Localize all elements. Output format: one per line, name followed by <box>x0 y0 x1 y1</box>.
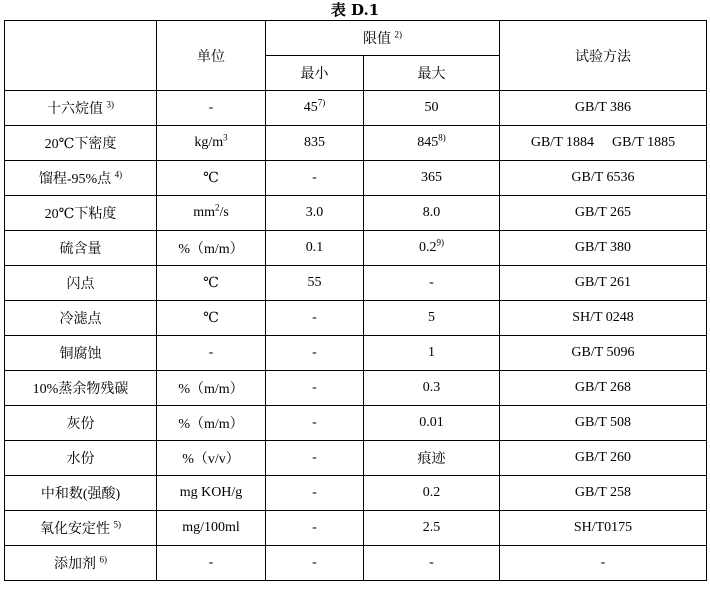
cell-max <box>364 476 500 511</box>
max-value: 0.3 <box>422 380 441 395</box>
cell-item <box>5 336 157 371</box>
cell-max <box>364 546 500 581</box>
cell-method <box>500 301 707 336</box>
unit-sup: 3 <box>223 132 228 143</box>
max-value: 0.2 <box>422 485 441 500</box>
max-value: - <box>429 555 434 570</box>
cell-method <box>500 231 707 266</box>
cell-unit <box>157 91 266 126</box>
cell-min <box>266 161 364 196</box>
cell-min <box>266 441 364 476</box>
min-value: 3.0 <box>305 205 324 220</box>
header-max: 最大 <box>364 56 500 91</box>
unit-text: %（v/v） <box>182 452 240 467</box>
cell-min <box>266 371 364 406</box>
cell-unit <box>157 161 266 196</box>
table-row <box>5 441 707 476</box>
max-sup: 9) <box>436 237 444 248</box>
min-sup: 7) <box>317 97 326 108</box>
unit-text: %（m/m） <box>178 242 244 257</box>
method-text: GB/T 6536 <box>571 170 635 185</box>
item-note: 6) <box>99 554 107 565</box>
cell-unit <box>157 196 266 231</box>
cell-max <box>364 406 500 441</box>
cell-max <box>364 441 500 476</box>
item-label: 20℃下密度 <box>44 137 117 152</box>
header-method: 试验方法 <box>500 21 707 91</box>
item-label: 冷滤点 <box>59 312 102 327</box>
max-value: 8.0 <box>422 205 441 220</box>
method-text: GB/T 268 <box>574 380 632 395</box>
cell-max <box>364 91 500 126</box>
cell-item <box>5 266 157 301</box>
cell-method <box>500 476 707 511</box>
cell-min <box>266 91 364 126</box>
unit-text: mg/100ml <box>182 520 240 535</box>
unit-text: - <box>208 555 214 570</box>
method-text: GB/T 261 <box>574 275 632 290</box>
cell-max <box>364 196 500 231</box>
cell-method <box>500 441 707 476</box>
max-value: - <box>429 275 434 290</box>
item-label: 添加剂 <box>54 557 96 572</box>
cell-min <box>266 546 364 581</box>
max-value: 1 <box>428 345 435 360</box>
cell-unit <box>157 301 266 336</box>
item-label: 馏程-95%点 <box>38 172 112 187</box>
min-value: - <box>312 170 317 185</box>
table-row <box>5 511 707 546</box>
min-value: - <box>312 450 317 465</box>
table-row <box>5 371 707 406</box>
cell-item <box>5 161 157 196</box>
header-unit: 单位 <box>157 21 266 91</box>
cell-min <box>266 476 364 511</box>
cell-min <box>266 196 364 231</box>
header-item <box>5 21 157 91</box>
unit-text: mm <box>193 205 215 220</box>
cell-unit <box>157 441 266 476</box>
cell-min <box>266 406 364 441</box>
min-value: - <box>312 345 317 360</box>
item-label: 20℃下粘度 <box>44 207 117 222</box>
cell-method <box>500 546 707 581</box>
table-row <box>5 196 707 231</box>
cell-unit <box>157 511 266 546</box>
cell-min <box>266 511 364 546</box>
cell-item <box>5 126 157 161</box>
method-text-2: GB/T 1885 <box>612 135 676 150</box>
cell-max <box>364 161 500 196</box>
method-text: SH/T 0248 <box>572 310 634 325</box>
cell-max <box>364 371 500 406</box>
cell-item <box>5 196 157 231</box>
cell-unit <box>157 476 266 511</box>
min-value: 0.1 <box>305 240 324 255</box>
max-value: 痕迹 <box>417 452 446 467</box>
cell-unit <box>157 336 266 371</box>
table-row <box>5 231 707 266</box>
item-label: 十六烷值 <box>47 102 103 117</box>
item-label: 水份 <box>66 452 95 467</box>
cell-method <box>500 511 707 546</box>
cell-unit <box>157 126 266 161</box>
cell-min <box>266 336 364 371</box>
method-text: SH/T0175 <box>573 520 633 535</box>
method-text: GB/T 260 <box>574 450 632 465</box>
cell-method <box>500 91 707 126</box>
method-text: GB/T 258 <box>574 485 632 500</box>
unit-sup: 2 <box>214 202 220 213</box>
header-min: 最小 <box>266 56 364 91</box>
method-text: - <box>600 555 606 570</box>
cell-max <box>364 126 500 161</box>
header-row-1 <box>5 21 707 56</box>
table-row <box>5 336 707 371</box>
table-row <box>5 161 707 196</box>
cell-unit <box>157 231 266 266</box>
cell-max <box>364 511 500 546</box>
item-label: 灰份 <box>66 417 95 432</box>
item-label: 氧化安定性 <box>40 522 110 537</box>
min-value: - <box>312 520 317 535</box>
max-value: 0.2 <box>419 240 437 255</box>
cell-min <box>266 301 364 336</box>
item-label: 铜腐蚀 <box>59 347 102 362</box>
max-sup: 8) <box>438 132 446 143</box>
method-text: GB/T 380 <box>574 240 632 255</box>
item-note: 4) <box>114 169 123 180</box>
table-row <box>5 301 707 336</box>
table-row <box>5 266 707 301</box>
header-limit: 限值 $^{2)}$ <box>266 21 500 56</box>
unit-text: %（m/m） <box>178 382 244 397</box>
cell-method <box>500 266 707 301</box>
spec-table <box>4 20 707 581</box>
unit-text: - <box>208 100 214 115</box>
cell-method <box>500 196 707 231</box>
cell-method <box>500 336 707 371</box>
max-value: 845 <box>417 135 439 150</box>
cell-min <box>266 126 364 161</box>
cell-item <box>5 441 157 476</box>
unit-text: ℃ <box>203 275 219 291</box>
max-value: 5 <box>428 310 435 325</box>
unit-text: kg/m <box>194 135 224 150</box>
item-note: 3) <box>106 99 114 110</box>
min-value: 55 <box>307 275 322 290</box>
cell-min <box>266 231 364 266</box>
method-text: GB/T 508 <box>574 415 632 430</box>
cell-item <box>5 511 157 546</box>
table-row <box>5 126 707 161</box>
cell-max <box>364 301 500 336</box>
table-title: 表 D.1 <box>330 1 380 19</box>
cell-unit <box>157 266 266 301</box>
unit-text: ℃ <box>203 310 219 326</box>
unit-text: %（m/m） <box>178 417 244 432</box>
cell-max <box>364 266 500 301</box>
min-value: - <box>312 485 317 500</box>
limit-note: 2) <box>394 29 402 40</box>
min-value: 45 <box>303 100 318 115</box>
cell-item <box>5 371 157 406</box>
cell-method <box>500 406 707 441</box>
cell-unit <box>157 546 266 581</box>
item-note: 5) <box>113 519 121 530</box>
min-value: - <box>312 310 317 325</box>
cell-max <box>364 231 500 266</box>
item-label: 硫含量 <box>59 242 102 257</box>
cell-item <box>5 301 157 336</box>
unit-tail: /s <box>219 205 229 220</box>
method-text: GB/T 386 <box>574 100 632 115</box>
item-label: 中和数(强酸) <box>40 487 121 502</box>
cell-item <box>5 91 157 126</box>
min-value: - <box>312 415 317 430</box>
max-value: 365 <box>421 170 442 185</box>
cell-max <box>364 336 500 371</box>
cell-item <box>5 231 157 266</box>
cell-method <box>500 371 707 406</box>
min-value: 835 <box>304 135 325 150</box>
cell-method <box>500 161 707 196</box>
max-value: 0.01 <box>419 415 444 430</box>
max-value: 50 <box>424 100 439 115</box>
method-text: GB/T 5096 <box>571 345 635 360</box>
table-row <box>5 91 707 126</box>
cell-item <box>5 476 157 511</box>
method-text: GB/T 1884 <box>530 135 594 150</box>
cell-unit <box>157 406 266 441</box>
table-row <box>5 476 707 511</box>
min-value: - <box>312 380 317 395</box>
cell-method <box>500 126 707 161</box>
unit-text: - <box>208 345 214 360</box>
item-label: 10%蒸余物残碳 <box>32 382 129 397</box>
unit-text: mg KOH/g <box>179 485 243 500</box>
min-value: - <box>312 555 317 570</box>
item-label: 闪点 <box>66 277 95 292</box>
max-value: 2.5 <box>422 520 441 535</box>
cell-item <box>5 406 157 441</box>
table-row <box>5 406 707 441</box>
cell-item <box>5 546 157 581</box>
cell-unit <box>157 371 266 406</box>
table-row <box>5 546 707 581</box>
cell-min <box>266 266 364 301</box>
unit-text: ℃ <box>203 170 219 186</box>
method-text: GB/T 265 <box>574 205 632 220</box>
